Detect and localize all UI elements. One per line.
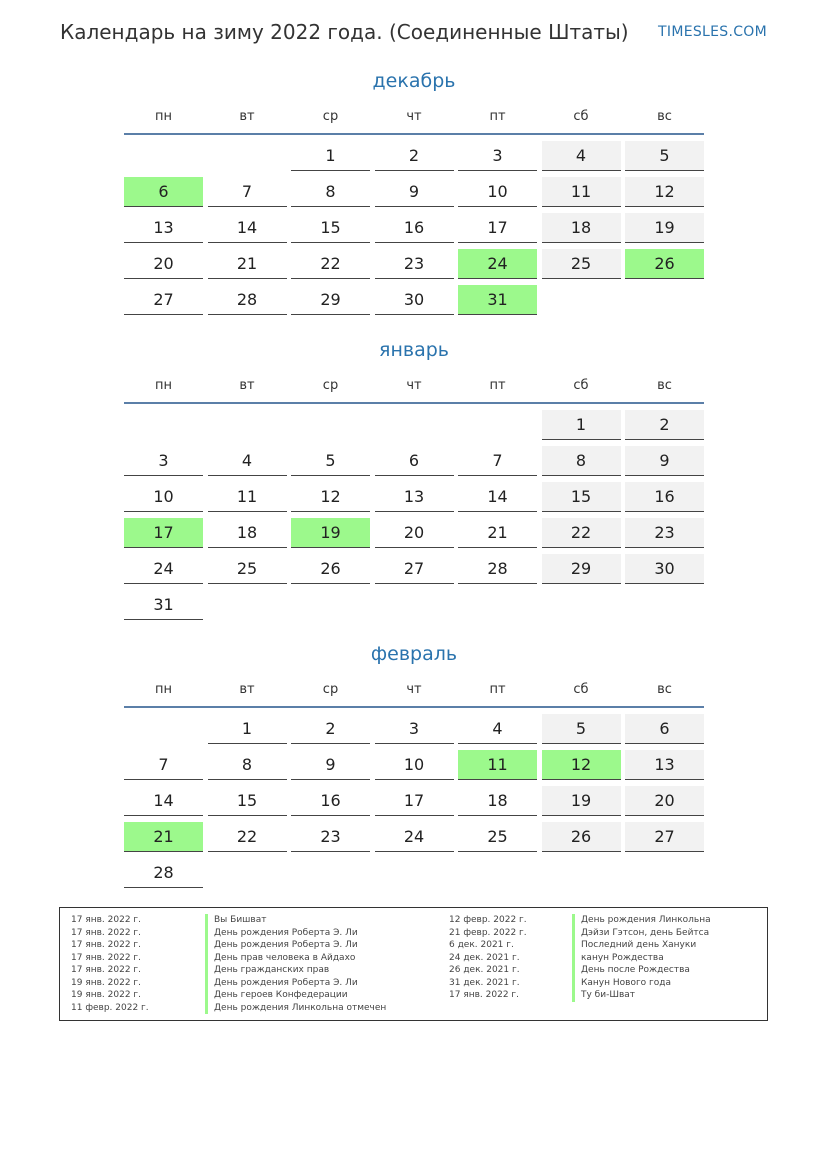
weekday-label: пт bbox=[489, 109, 506, 124]
day-cell: 23 bbox=[625, 518, 704, 548]
legend-holiday-name: День рождения Линкольна bbox=[572, 914, 711, 927]
day-cell: 24 bbox=[124, 554, 203, 584]
day-cell: 4 bbox=[458, 714, 537, 744]
legend-holiday-name: День героев Конфедерации bbox=[205, 989, 348, 1002]
legend-date: 17 янв. 2022 г. bbox=[71, 940, 141, 950]
legend-row bbox=[449, 952, 711, 965]
weekday-label: пн bbox=[155, 378, 172, 393]
month-february bbox=[124, 643, 704, 888]
day-cell: 8 bbox=[542, 446, 621, 476]
day-cell: 23 bbox=[375, 249, 454, 279]
day-cell: 3 bbox=[124, 446, 203, 476]
day-cell: 25 bbox=[208, 554, 287, 584]
legend-date: 17 янв. 2022 г. bbox=[71, 927, 141, 938]
legend-holiday-name: Вы Бишват bbox=[205, 914, 266, 927]
day-grid bbox=[124, 714, 704, 888]
legend-holiday-name: День прав человека в Айдахо bbox=[205, 952, 355, 965]
legend-holiday-name: Дэйзи Гэтсон, день Бейтса bbox=[572, 927, 709, 940]
day-cell: 28 bbox=[208, 285, 287, 315]
legend-row bbox=[449, 989, 711, 1002]
day-cell: 16 bbox=[291, 786, 370, 816]
day-cell: 8 bbox=[208, 750, 287, 780]
legend-date: 19 янв. 2022 г. bbox=[71, 977, 141, 988]
empty-cell bbox=[291, 410, 370, 440]
day-cell: 14 bbox=[458, 482, 537, 512]
day-cell: 24 bbox=[375, 822, 454, 852]
day-cell: 14 bbox=[124, 786, 203, 816]
day-cell: 18 bbox=[458, 786, 537, 816]
day-cell: 22 bbox=[291, 249, 370, 279]
legend-row bbox=[449, 927, 711, 940]
day-cell: 30 bbox=[375, 285, 454, 315]
day-cell: 15 bbox=[542, 482, 621, 512]
legend-holiday-name: День гражданских прав bbox=[205, 964, 329, 977]
legend-holiday-name: Ту би-Шват bbox=[572, 989, 635, 1002]
weekday-header bbox=[124, 680, 704, 706]
day-cell: 16 bbox=[375, 213, 454, 243]
day-cell: 12 bbox=[625, 177, 704, 207]
day-cell: 2 bbox=[625, 410, 704, 440]
month-name: февраль bbox=[370, 643, 458, 665]
weekday-label: сб bbox=[573, 109, 589, 124]
empty-cell bbox=[124, 141, 203, 171]
day-cell: 10 bbox=[124, 482, 203, 512]
legend-holiday-name: канун Рождества bbox=[572, 952, 664, 965]
day-cell: 8 bbox=[291, 177, 370, 207]
day-cell: 2 bbox=[291, 714, 370, 744]
legend-date: 24 дек. 2021 г. bbox=[449, 952, 520, 963]
day-cell: 30 bbox=[625, 554, 704, 584]
legend-date: 21 февр. 2022 г. bbox=[449, 927, 527, 938]
site-brand[interactable]: TIMESLES.COM bbox=[658, 24, 767, 40]
day-cell: 22 bbox=[208, 822, 287, 852]
day-cell: 26 bbox=[291, 554, 370, 584]
day-cell: 28 bbox=[458, 554, 537, 584]
legend-holiday-name: День после Рождества bbox=[572, 964, 690, 977]
day-cell: 11 bbox=[542, 177, 621, 207]
day-cell: 20 bbox=[375, 518, 454, 548]
day-cell: 19 bbox=[625, 213, 704, 243]
legend-date: 17 янв. 2022 г. bbox=[449, 990, 519, 1000]
day-cell: 9 bbox=[291, 750, 370, 780]
holiday-day-cell: 19 bbox=[291, 518, 370, 548]
holiday-day-cell: 26 bbox=[625, 249, 704, 279]
day-cell: 13 bbox=[625, 750, 704, 780]
header-rule bbox=[124, 133, 704, 135]
legend-row bbox=[71, 927, 386, 940]
month-december bbox=[124, 70, 704, 315]
legend-date: 17 янв. 2022 г. bbox=[71, 952, 141, 963]
weekday-label: вс bbox=[657, 378, 672, 393]
weekday-label: вс bbox=[657, 109, 672, 124]
day-cell: 27 bbox=[124, 285, 203, 315]
day-cell: 28 bbox=[124, 858, 203, 888]
day-cell: 6 bbox=[625, 714, 704, 744]
day-cell: 15 bbox=[208, 786, 287, 816]
weekday-header bbox=[124, 107, 704, 133]
day-cell: 10 bbox=[375, 750, 454, 780]
day-cell: 10 bbox=[458, 177, 537, 207]
weekday-header bbox=[124, 376, 704, 402]
weekday-label: ср bbox=[322, 682, 339, 697]
day-cell: 13 bbox=[124, 213, 203, 243]
day-cell: 27 bbox=[375, 554, 454, 584]
day-cell: 20 bbox=[625, 786, 704, 816]
legend-row bbox=[71, 1002, 386, 1015]
legend-holiday-name: Канун Нового года bbox=[572, 977, 671, 990]
weekday-label: сб bbox=[573, 378, 589, 393]
day-cell: 18 bbox=[208, 518, 287, 548]
day-cell: 9 bbox=[625, 446, 704, 476]
day-cell: 26 bbox=[542, 822, 621, 852]
day-cell: 4 bbox=[208, 446, 287, 476]
day-cell: 29 bbox=[542, 554, 621, 584]
legend-column-right bbox=[449, 914, 711, 1002]
legend-column-left bbox=[71, 914, 386, 1014]
legend-date: 19 янв. 2022 г. bbox=[71, 990, 141, 1000]
day-cell: 7 bbox=[124, 750, 203, 780]
day-cell: 19 bbox=[542, 786, 621, 816]
legend-row bbox=[449, 914, 711, 927]
day-cell: 29 bbox=[291, 285, 370, 315]
month-name: декабрь bbox=[372, 70, 456, 92]
weekday-label: чт bbox=[406, 378, 422, 393]
legend-row bbox=[449, 977, 711, 990]
day-cell: 7 bbox=[458, 446, 537, 476]
day-cell: 5 bbox=[542, 714, 621, 744]
day-cell: 1 bbox=[208, 714, 287, 744]
weekday-label: пн bbox=[155, 109, 172, 124]
weekday-label: пн bbox=[155, 682, 172, 697]
day-cell: 5 bbox=[625, 141, 704, 171]
legend-row bbox=[449, 964, 711, 977]
holiday-day-cell: 17 bbox=[124, 518, 203, 548]
month-january bbox=[124, 339, 704, 620]
day-cell: 13 bbox=[375, 482, 454, 512]
weekday-label: сб bbox=[573, 682, 589, 697]
holiday-day-cell: 24 bbox=[458, 249, 537, 279]
legend-holiday-name: День рождения Роберта Э. Ли bbox=[205, 927, 358, 940]
day-cell: 15 bbox=[291, 213, 370, 243]
empty-cell bbox=[124, 714, 203, 744]
day-cell: 25 bbox=[458, 822, 537, 852]
legend-holiday-name: День рождения Роберта Э. Ли bbox=[205, 939, 358, 952]
day-cell: 1 bbox=[291, 141, 370, 171]
legend-row bbox=[71, 952, 386, 965]
day-cell: 21 bbox=[208, 249, 287, 279]
day-cell: 17 bbox=[458, 213, 537, 243]
day-cell: 3 bbox=[375, 714, 454, 744]
weekday-label: пт bbox=[489, 378, 506, 393]
weekday-label: вт bbox=[239, 378, 255, 393]
empty-cell bbox=[208, 410, 287, 440]
day-cell: 12 bbox=[291, 482, 370, 512]
holiday-day-cell: 31 bbox=[458, 285, 537, 315]
header-rule bbox=[124, 706, 704, 708]
day-cell: 18 bbox=[542, 213, 621, 243]
day-cell: 4 bbox=[542, 141, 621, 171]
day-cell: 27 bbox=[625, 822, 704, 852]
legend-row bbox=[449, 939, 711, 952]
legend-row bbox=[71, 939, 386, 952]
day-cell: 16 bbox=[625, 482, 704, 512]
day-cell: 3 bbox=[458, 141, 537, 171]
day-cell: 25 bbox=[542, 249, 621, 279]
day-cell: 17 bbox=[375, 786, 454, 816]
day-cell: 9 bbox=[375, 177, 454, 207]
weekday-label: пт bbox=[489, 682, 506, 697]
legend-date: 6 дек. 2021 г. bbox=[449, 940, 514, 950]
empty-cell bbox=[208, 141, 287, 171]
day-cell: 2 bbox=[375, 141, 454, 171]
holiday-day-cell: 21 bbox=[124, 822, 203, 852]
month-name: январь bbox=[379, 339, 449, 361]
day-cell: 22 bbox=[542, 518, 621, 548]
day-cell: 20 bbox=[124, 249, 203, 279]
weekday-label: ср bbox=[322, 378, 339, 393]
day-grid bbox=[124, 410, 704, 620]
weekday-label: чт bbox=[406, 682, 422, 697]
legend-date: 26 дек. 2021 г. bbox=[449, 965, 520, 975]
day-cell: 6 bbox=[375, 446, 454, 476]
holiday-day-cell: 12 bbox=[542, 750, 621, 780]
day-cell: 11 bbox=[208, 482, 287, 512]
weekday-label: вс bbox=[657, 682, 672, 697]
legend-holiday-name: День рождения Роберта Э. Ли bbox=[205, 977, 358, 990]
legend-date: 17 янв. 2022 г. bbox=[71, 965, 141, 975]
day-cell: 14 bbox=[208, 213, 287, 243]
legend-row bbox=[71, 989, 386, 1002]
legend-holiday-name: День рождения Линкольна отмечен bbox=[205, 1002, 386, 1015]
empty-cell bbox=[458, 410, 537, 440]
legend-row bbox=[71, 977, 386, 990]
legend-date: 31 дек. 2021 г. bbox=[449, 977, 520, 988]
header-rule bbox=[124, 402, 704, 404]
holiday-day-cell: 11 bbox=[458, 750, 537, 780]
weekday-label: чт bbox=[406, 109, 422, 124]
empty-cell bbox=[124, 410, 203, 440]
legend-date: 17 янв. 2022 г. bbox=[71, 915, 141, 925]
legend-date: 11 февр. 2022 г. bbox=[71, 1002, 149, 1013]
page-title: Календарь на зиму 2022 года. (Соединенные Штаты) bbox=[60, 20, 629, 44]
day-grid bbox=[124, 141, 704, 315]
legend-date: 12 февр. 2022 г. bbox=[449, 915, 527, 925]
day-cell: 7 bbox=[208, 177, 287, 207]
legend-row bbox=[71, 964, 386, 977]
day-cell: 23 bbox=[291, 822, 370, 852]
weekday-label: ср bbox=[322, 109, 339, 124]
day-cell: 5 bbox=[291, 446, 370, 476]
legend-row bbox=[71, 914, 386, 927]
weekday-label: вт bbox=[239, 682, 255, 697]
holiday-legend bbox=[59, 907, 768, 1021]
day-cell: 31 bbox=[124, 590, 203, 620]
day-cell: 21 bbox=[458, 518, 537, 548]
day-cell: 1 bbox=[542, 410, 621, 440]
weekday-label: вт bbox=[239, 109, 255, 124]
legend-holiday-name: Последний день Хануки bbox=[572, 939, 696, 952]
empty-cell bbox=[375, 410, 454, 440]
holiday-day-cell: 6 bbox=[124, 177, 203, 207]
